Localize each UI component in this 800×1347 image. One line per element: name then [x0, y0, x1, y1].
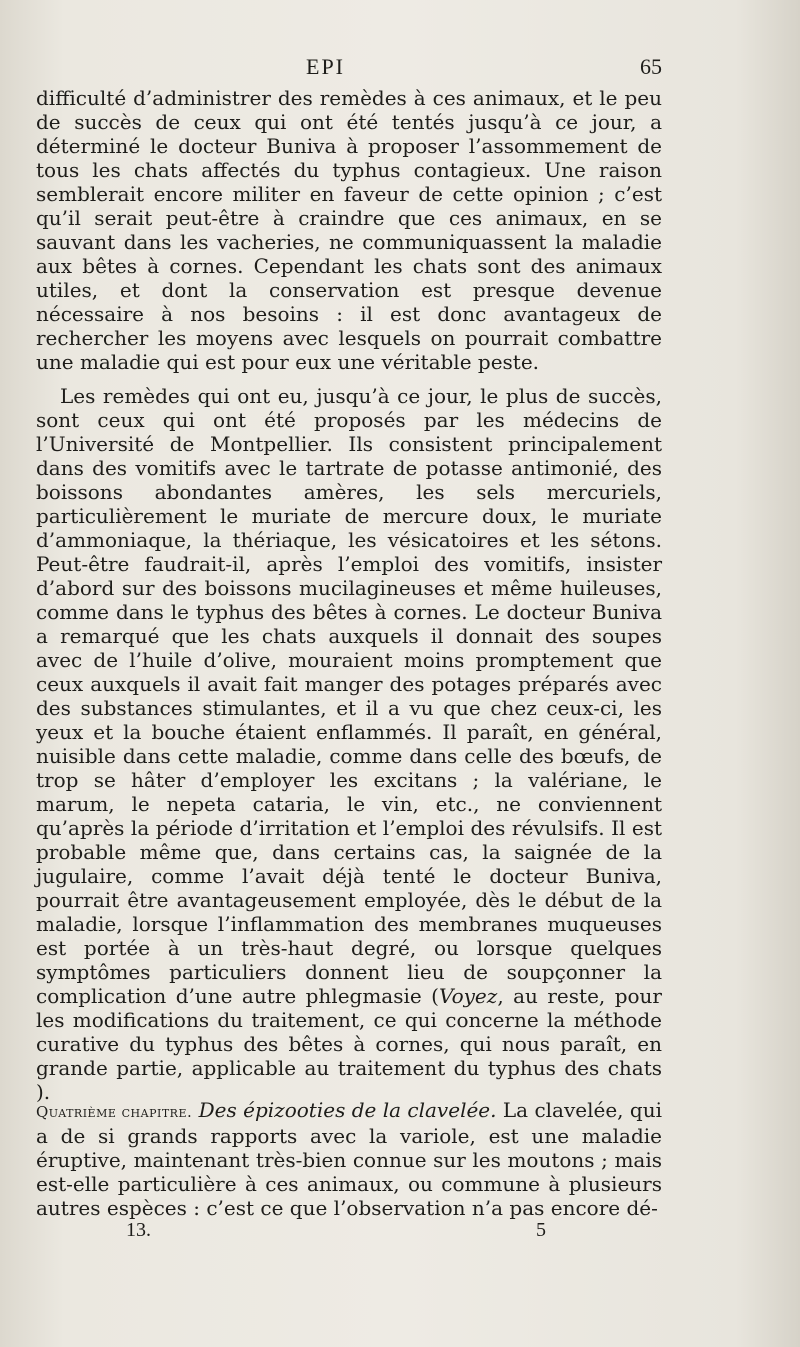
paragraph-text-part: Les remèdes qui ont eu, jusqu’à ce jour, le plus de succès, sont ceux qui ont été proposés par les médecins de l’Université de Montpellier. Ils consistent principalement dans des vomitifs avec le tartrate de potasse antimonié, des boissons abondantes amères, les sels mercuriels, particulièrement le muriate de mercure doux, le muriate d’ammoniaque, la thériaque, les vésicatoires et les sétons. Peut-être faudrait-il, après l’emploi des vomitifs, insister d’abord sur des boissons mucilagineuses et même huileuses, comme dans le typhus des bêtes à cornes. Le docteur Buniva a remarqué que les chats auxquels il donnait des soupes avec de l’huile d’olive, mouraient moins promptement que ceux auxquels il avait fait manger des potages préparés avec des substances stimulantes, et il a vu que chez ceux-ci, les yeux et la bouche étaient enflammés. Il paraît, en général, nuisible dans cette maladie, comme dans celle des bœufs, de trop se hâter d’employer les excitans ; la valériane, le marum, le nepeta cataria, le vin, etc., ne conviennent qu’après la période d’irritation et l’emploi des révulsifs. Il est probable même que, dans certains cas, la saignée de la jugulaire, comme l’avait déjà tenté le docteur Buniva, pourrait être avantageusement employée, dès le début de la maladie, lorsque l’inflammation des membranes muqueuses est portée à un très-haut degré, ou lorsque quelques symptômes particuliers donnent lieu de soupçonner la complication d’une autre phlegmasie (	[36, 384, 662, 1008]
page-number: 65	[640, 54, 662, 79]
signature-sheet: 5	[536, 1219, 546, 1241]
paragraph-text-part: La clavelée, qui a de si grands rapports avec la variole, est une maladie éruptive, maintenant très-bien connue sur les moutons ; mais est-elle particulière à ces animaux, ou commune à plusieurs autres espèces : c’est ce que l’observation n’a pas encore dé-	[36, 1098, 662, 1220]
page-header	[36, 54, 662, 80]
paragraph-continuation	[36, 86, 662, 374]
running-title: EPI	[306, 54, 345, 79]
chapter-title: Des épizooties de la clavelée.	[198, 1098, 497, 1122]
paragraph-text-part: , au reste, pour les modifications du traitement, ce qui concerne la méthode curative du typhus des bêtes à cornes, qui nous paraît, en grande partie, applicable au traitement du typhus des chats ).	[36, 984, 662, 1104]
paragraph-chapter-four	[36, 1098, 662, 1220]
paragraph-text: difficulté d’administrer des remèdes à ces animaux, et le peu de succès de ceux qui ont été tentés jusqu’à ce jour, a déterminé le docteur Buniva à proposer l’assommement de tous les chats affectés du typhus contagieux. Une raison semblerait encore militer en faveur de cette opinion ; c’est qu’il serait peut-être à craindre que ces animaux, en se sauvant dans les vacheries, ne communiquassent la maladie aux bêtes à cornes. Cependant les chats sont des animaux utiles, et dont la conservation est presque devenue nécessaire à nos besoins : il est donc avantageux de rechercher les moyens avec lesquels on pourrait combattre une maladie qui est pour eux une véritable peste.	[36, 86, 662, 374]
paragraph-text	[36, 1098, 662, 1220]
printer-signature	[36, 1219, 662, 1245]
paragraph-remedies	[36, 384, 662, 1104]
paragraph-text	[36, 384, 662, 1104]
signature-volume: 13.	[126, 1219, 151, 1241]
chapter-label: Quatrième chapitre.	[36, 1103, 193, 1121]
italic-reference: Voyez	[438, 984, 498, 1008]
